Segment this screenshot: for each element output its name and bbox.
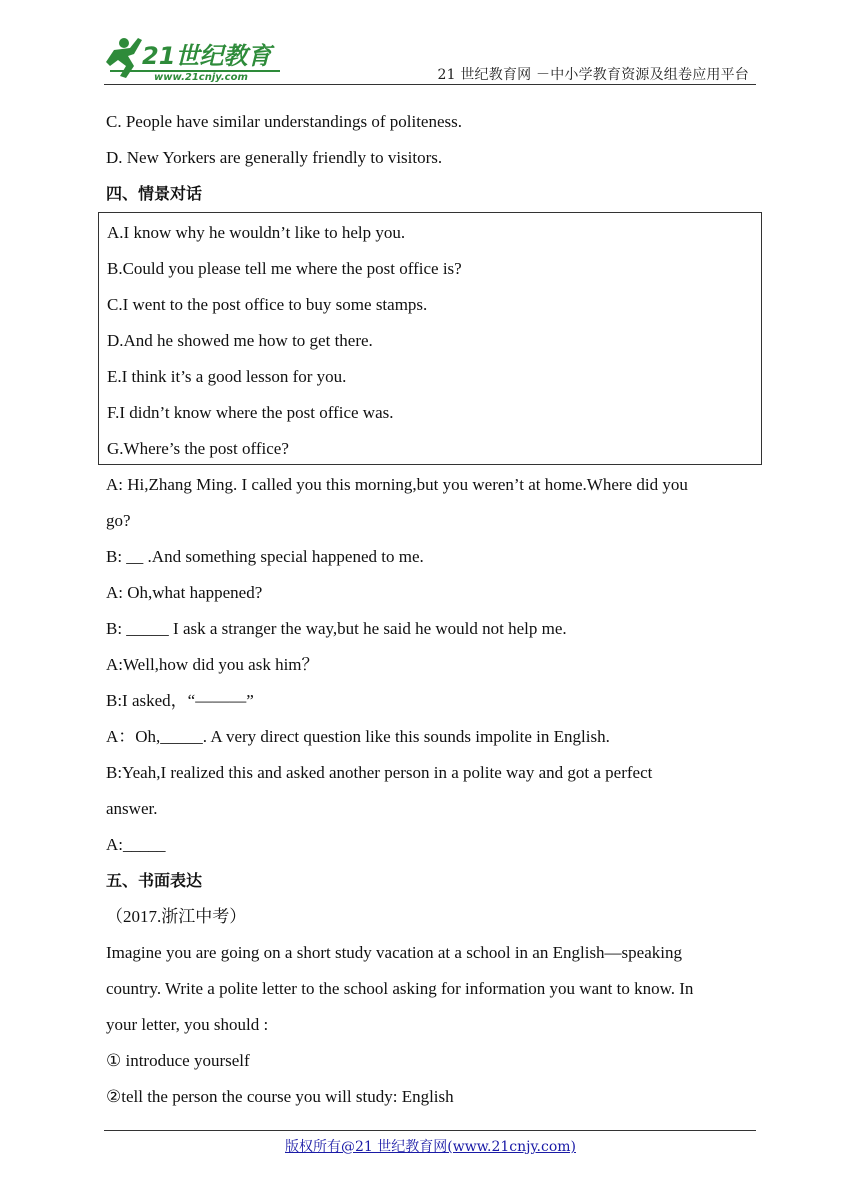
dialogue-option: G.Where’s the post office? — [107, 439, 289, 458]
header-divider — [104, 84, 756, 85]
writing-point: ②tell the person the course you will study: English — [106, 1087, 454, 1106]
dialogue-line: answer. — [106, 799, 158, 818]
dialogue-line: go? — [106, 511, 131, 530]
dialogue-option: D.And he showed me how to get there. — [107, 331, 373, 350]
writing-source: （2017.浙江中考） — [106, 907, 247, 926]
footer-divider — [104, 1130, 756, 1131]
writing-point: ① introduce yourself — [106, 1051, 250, 1070]
svg-text:www.21cnjy.com: www.21cnjy.com — [154, 72, 248, 83]
dialogue-line: B: __ .And something special happened to me. — [106, 547, 424, 566]
dialogue-option: E.I think it’s a good lesson for you. — [107, 367, 347, 386]
header-site-name: 21 世纪教育网 －中小学教育资源及组卷应用平台 — [437, 67, 749, 83]
dialogue-line: B:I asked，“———” — [106, 691, 254, 710]
dialogue-options-box — [98, 212, 762, 465]
writing-prompt-line: Imagine you are going on a short study vacation at a school in an English—speaking — [106, 943, 682, 962]
dialogue-line: A:_____ — [106, 835, 166, 854]
dialogue-section — [106, 467, 756, 1115]
dialogue-line: B: _____ I ask a stranger the way,but he said he would not help me. — [106, 619, 567, 638]
page-header — [0, 0, 861, 90]
dialogue-line: B:Yeah,I realized this and asked another person in a polite way and got a perfect — [106, 763, 653, 782]
dialogue-option: F.I didn’t know where the post office was. — [107, 403, 394, 422]
dialogue-line: A：Oh,_____. A very direct question like this sounds impolite in English. — [106, 727, 610, 746]
dialogue-option: C.I went to the post office to buy some stamps. — [107, 295, 428, 314]
writing-prompt-line: country. Write a polite letter to the school asking for information you want to know. In — [106, 979, 694, 998]
option-d-text: D. New Yorkers are generally friendly to visitors. — [106, 148, 443, 167]
writing-prompt-line: your letter, you should : — [106, 1015, 269, 1034]
page-footer — [0, 1136, 861, 1156]
option-c-text: C. People have similar understandings of politeness. — [106, 112, 462, 131]
svg-text:21世纪教育: 21世纪教育 — [142, 42, 272, 70]
section-5-title: 五、书面表达 — [106, 871, 203, 890]
footer-copyright-link[interactable]: 版权所有@21 世纪教育网(www.21cnjy.com) — [285, 1139, 576, 1155]
site-logo — [104, 34, 294, 84]
dialogue-option: B.Could you please tell me where the post office is? — [107, 259, 462, 278]
document-body — [106, 104, 756, 212]
section-4-title: 四、情景对话 — [106, 184, 203, 203]
dialogue-line: A:Well,how did you ask him？ — [106, 655, 319, 674]
dialogue-line: A: Hi,Zhang Ming. I called you this morning,but you weren’t at home.Where did you — [106, 475, 688, 494]
dialogue-line: A: Oh,what happened? — [106, 583, 263, 602]
dialogue-option: A.I know why he wouldn’t like to help you. — [107, 223, 406, 242]
